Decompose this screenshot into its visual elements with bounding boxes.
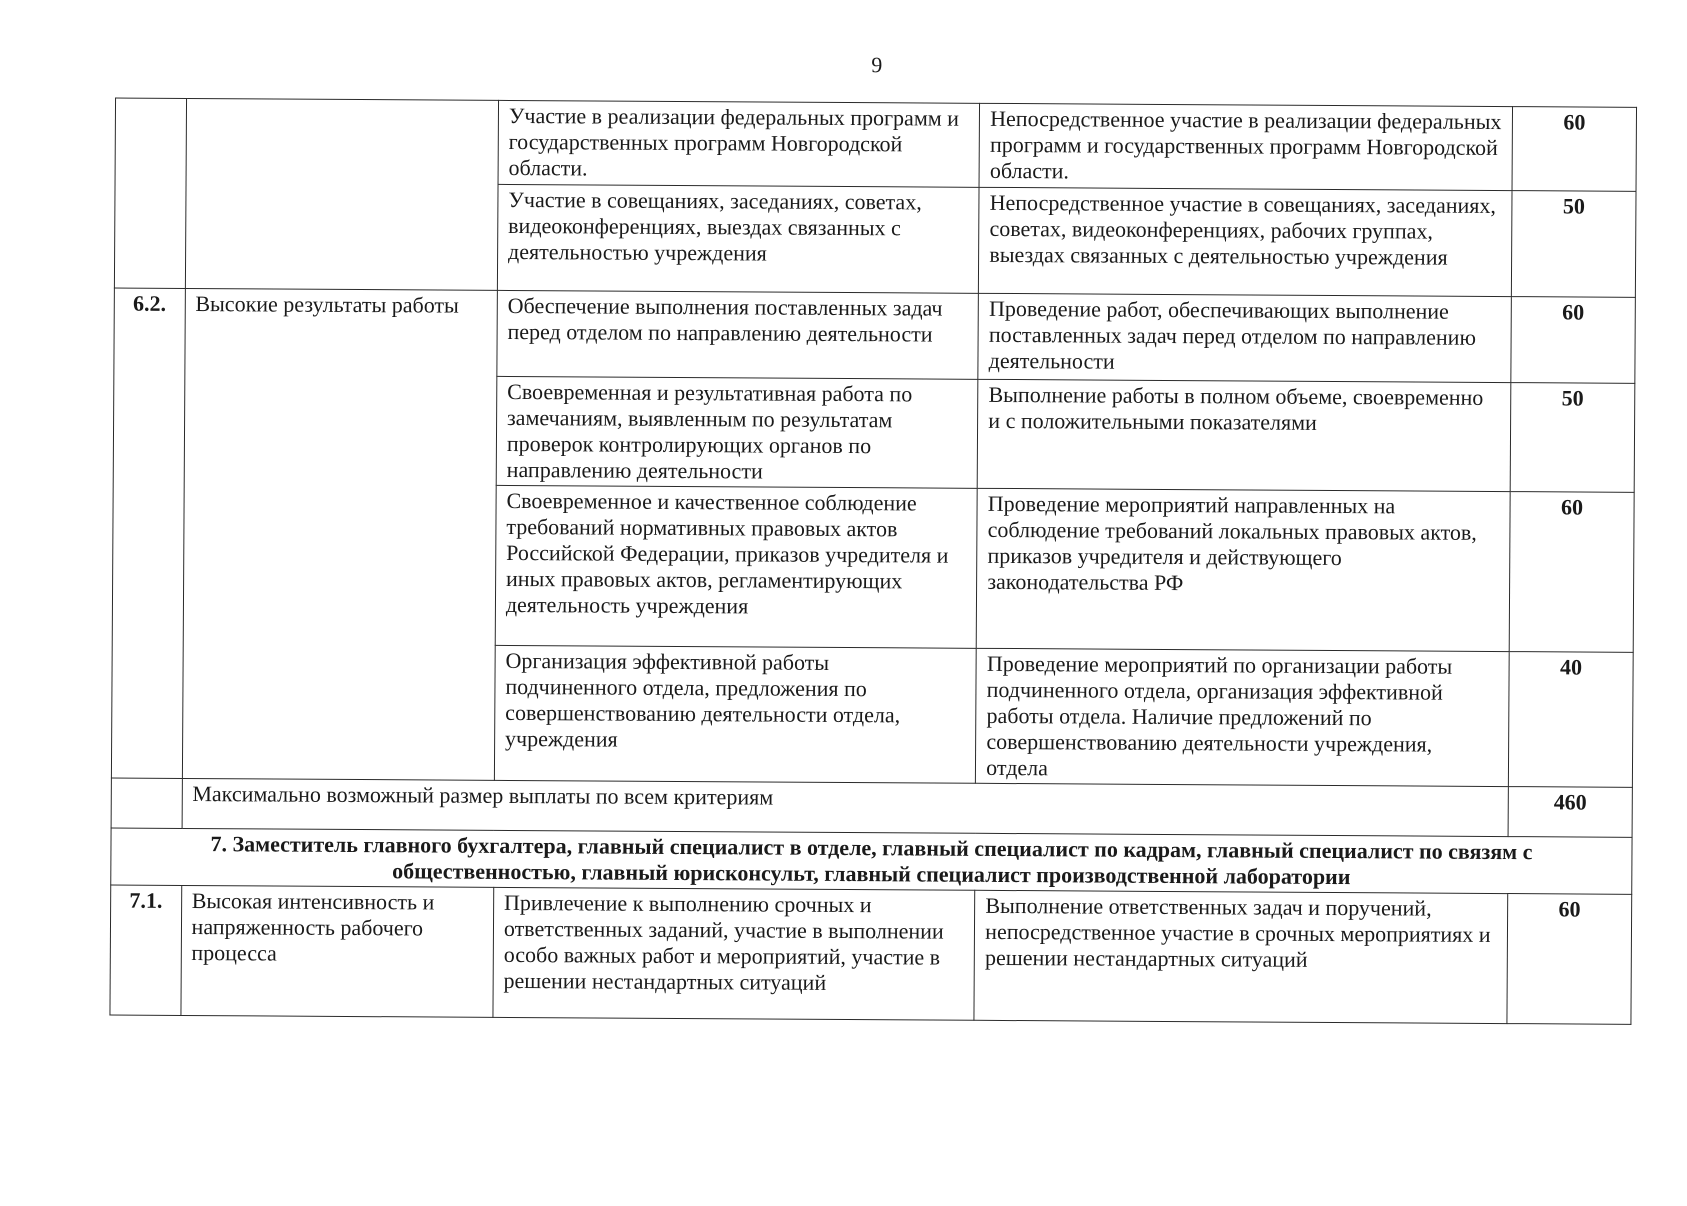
section-heading-row — [111, 828, 1632, 894]
table-row — [114, 288, 1635, 383]
indicator-cell: Своевременная и результативная работа по замечаниям, выявленным по результатам проверок контролирующих органов по направлению деятельности — [496, 376, 978, 488]
table-row — [110, 885, 1632, 1024]
group-name-cell: Высокая интенсивность и напряженность рабочего процесса — [181, 885, 494, 1017]
score-cell: 60 — [1507, 894, 1632, 1025]
score-cell: 60 — [1509, 492, 1634, 653]
score-cell: 40 — [1508, 652, 1633, 788]
score-cell: 50 — [1511, 191, 1636, 298]
total-number-cell — [111, 778, 182, 828]
score-cell: 60 — [1512, 107, 1637, 192]
total-value: 460 — [1508, 787, 1632, 838]
group-number-cell: 6.2. — [111, 288, 185, 778]
group-number-cell: 7.1. — [110, 885, 181, 1015]
score-cell: 50 — [1510, 383, 1635, 493]
criterion-cell: Выполнение ответственных задач и поручений, непосредственное участие в срочных мероприятиях и решении нестандартных ситуаций — [974, 890, 1507, 1023]
criterion-cell: Непосредственное участие в совещаниях, заседаниях, советах, видеоконференциях, рабочих группах, выездах связанных с деятельностью учреждения — [979, 187, 1512, 296]
indicator-cell: Участие в совещаниях, заседаниях, советах, видеоконференциях, выездах связанных с деятельностью учреждения — [497, 184, 979, 293]
indicator-cell: Обеспечение выполнения поставленных задач перед отделом по направлению деятельности — [497, 290, 979, 379]
score-cell: 60 — [1511, 297, 1636, 384]
criterion-cell: Проведение работ, обеспечивающих выполнение поставленных задач перед отделом по направлению деятельности — [978, 293, 1511, 382]
group-number-cell — [114, 98, 186, 288]
group-name-cell — [185, 98, 498, 290]
total-row — [111, 778, 1632, 837]
total-label: Максимально возможный размер выплаты по всем критериям — [182, 778, 1509, 836]
indicator-cell: Организация эффективной работы подчиненного отдела, предложения по совершенствованию деятельности отдела, учреждения — [494, 645, 976, 783]
table-row — [115, 98, 1636, 191]
section-title: 7. Заместитель главного бухгалтера, главный специалист в отделе, главный специалист по кадрам, главный специалист по связям с общественностью, главный юрисконсульт, главный специалист производственной лаборатории — [111, 828, 1632, 894]
indicator-cell: Участие в реализации федеральных программ и государственных программ Новгородской области. — [498, 100, 980, 187]
criteria-table — [109, 98, 1637, 1025]
criterion-cell: Проведение мероприятий по организации работы подчиненного отдела, организация эффективной работы отдела. Наличие предложений по совершенствованию деятельности учреждения, отдела — [976, 648, 1509, 786]
criterion-cell: Проведение мероприятий направленных на соблюдение требований локальных правовых актов, приказов учредителя и действующего законодательства РФ — [976, 488, 1510, 651]
group-name-cell: Высокие результаты работы — [182, 288, 497, 780]
criterion-cell: Выполнение работы в полном объеме, своевременно и с положительными показателями — [977, 379, 1510, 491]
page-number: 9 — [871, 52, 883, 78]
indicator-cell: Своевременное и качественное соблюдение требований нормативных правовых актов Российской Федерации, приказов учредителя и иных правовых актов, регламентирующих деятельность учреждения — [495, 485, 977, 648]
criterion-cell: Непосредственное участие в реализации федеральных программ и государственных программ Новгородской области. — [979, 103, 1512, 190]
indicator-cell: Привлечение к выполнению срочных и ответственных заданий, участие в выполнении особо важных работ и мероприятий, участие в решении нестандартных ситуаций — [493, 887, 975, 1020]
